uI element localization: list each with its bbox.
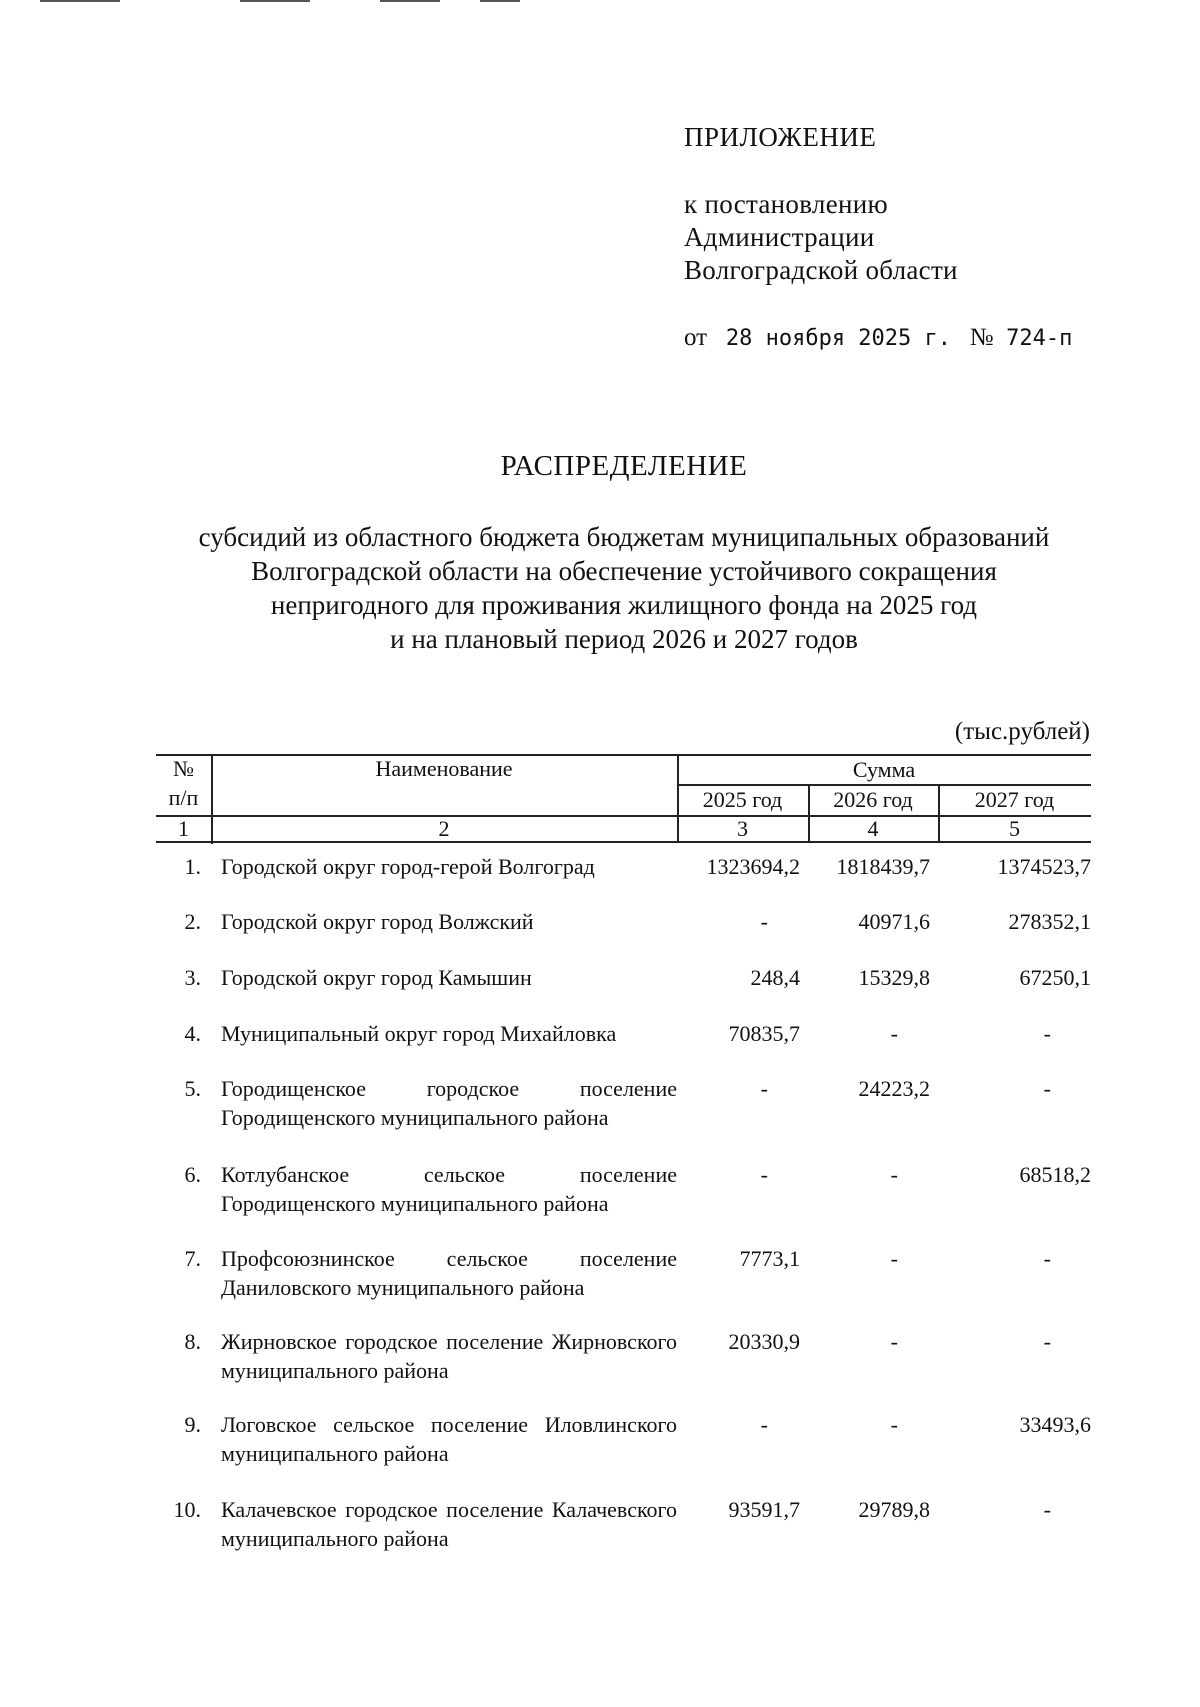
row-value-2026: 1818439,7 [836,854,930,879]
decree-number-label: № [969,324,994,351]
row-value-2025: 7773,1 [739,1246,800,1271]
row-value-2027: - [1043,1329,1051,1354]
row-value-2025: 70835,7 [728,1021,800,1046]
table-row [156,852,1091,907]
column-number: 1 [178,816,189,841]
header-name: Наименование [375,756,513,781]
row-name: Городской округ город Камышин [221,965,532,990]
scan-edge-line [480,0,520,2]
decree-date: 28 ноября 2025 г. [725,326,952,351]
document-title: РАСПРЕДЕЛЕНИЕ [500,450,748,482]
row-value-2027: 1374523,7 [997,854,1091,879]
subtitle-line: и на плановый период 2026 и 2027 годов [390,624,858,654]
row-name: Профсоюзнинское сельское поселение Даниловского муниципального района [221,1246,677,1300]
row-value-2027: - [1043,1076,1051,1101]
row-name: Калачевское городское поселение Калачевского муниципального района [221,1497,677,1551]
decree-from-label: от [684,324,708,351]
table-row [156,907,1091,963]
row-value-2026: - [890,1412,898,1437]
table-row [156,1160,1091,1244]
row-name: Городской округ город Волжский [221,909,534,934]
row-value-2025: - [760,1412,768,1437]
scan-edge-line [40,0,120,2]
row-number: 10. [173,1497,201,1522]
table-body [156,852,1091,1565]
decree-number: 724-п [1006,326,1073,351]
row-value-2027: - [1043,1246,1051,1271]
appendix-title: ПРИЛОЖЕНИЕ [684,122,877,152]
row-value-2027: 33493,6 [1019,1412,1091,1437]
row-number: 1. [184,854,201,879]
row-name: Городищенское городское поселение Городищенского муниципального района [221,1076,677,1130]
row-value-2025: 248,4 [750,965,800,990]
row-value-2026: - [890,1162,898,1187]
table-row [156,1074,1091,1160]
row-value-2026: 15329,8 [858,965,930,990]
row-value-2026: 40971,6 [858,909,930,934]
row-number: 8. [184,1329,201,1354]
row-value-2026: - [890,1329,898,1354]
appendix-block [684,188,958,287]
decree-reference [684,324,1072,352]
row-number: 6. [184,1162,201,1187]
row-value-2025: - [760,1162,768,1187]
header-year-2027: 2027 год [974,787,1055,812]
header-num: № [173,756,194,781]
header-sum: Сумма [852,757,916,782]
row-number: 2. [184,909,201,934]
column-number: 4 [867,816,879,841]
row-value-2026: - [890,1021,898,1046]
header-year-2026: 2026 год [833,787,913,812]
row-name: Жирновское городское поселение Жирновского муниципального района [221,1329,677,1383]
sum-divider-line [677,784,1091,786]
appendix-line: Волгоградской области [684,255,958,285]
row-number: 4. [184,1021,201,1046]
row-value-2027: 278352,1 [1008,909,1091,934]
subtitle-line: субсидий из областного бюджета бюджетам муниципальных образований [198,522,1050,552]
document-subtitle [150,520,1098,656]
appendix-line: Администрации [684,222,875,252]
row-number: 7. [184,1246,201,1271]
table-row [156,1495,1091,1565]
row-value-2026: - [890,1246,898,1271]
row-value-2026: 24223,2 [858,1076,930,1101]
table-row [156,1410,1091,1495]
row-number: 5. [184,1076,201,1101]
row-value-2025: - [760,1076,768,1101]
scan-edge-line [240,0,310,2]
row-value-2027: - [1043,1497,1051,1522]
row-value-2026: 29789,8 [858,1497,930,1522]
row-value-2027: 67250,1 [1019,965,1091,990]
table-row [156,963,1091,1019]
row-name: Муниципальный округ город Михайловка [221,1021,617,1046]
row-value-2027: - [1043,1021,1051,1046]
row-number: 9. [184,1412,201,1437]
header-year-2025: 2025 год [702,787,783,812]
table-row [156,1019,1091,1074]
column-number: 5 [1009,816,1020,841]
row-name: Городской округ город-герой Волгоград [221,854,595,879]
row-value-2027: 68518,2 [1019,1162,1091,1187]
appendix-line: к постановлению [684,189,888,219]
row-value-2025: 1323694,2 [706,854,800,879]
header-num-sub: п/п [168,785,199,810]
subtitle-line: непригодного для проживания жилищного фонда на 2025 год [270,590,978,620]
row-name: Котлубанское сельское поселение Городищенского муниципального района [221,1162,677,1216]
row-name: Логовское сельское поселение Иловлинского муниципального района [221,1412,677,1466]
row-number: 3. [184,965,201,990]
table-row [156,1244,1091,1327]
row-value-2025: 93591,7 [728,1497,800,1522]
scan-edge-line [380,0,440,2]
units-label: (тыс.рублей) [954,718,1090,745]
row-value-2025: - [760,909,768,934]
table-row [156,1327,1091,1410]
row-value-2025: 20330,9 [728,1329,800,1354]
column-number: 2 [438,816,450,841]
column-number: 3 [737,816,748,841]
subtitle-line: Волгоградской области на обеспечение устойчивого сокращения [251,556,997,586]
